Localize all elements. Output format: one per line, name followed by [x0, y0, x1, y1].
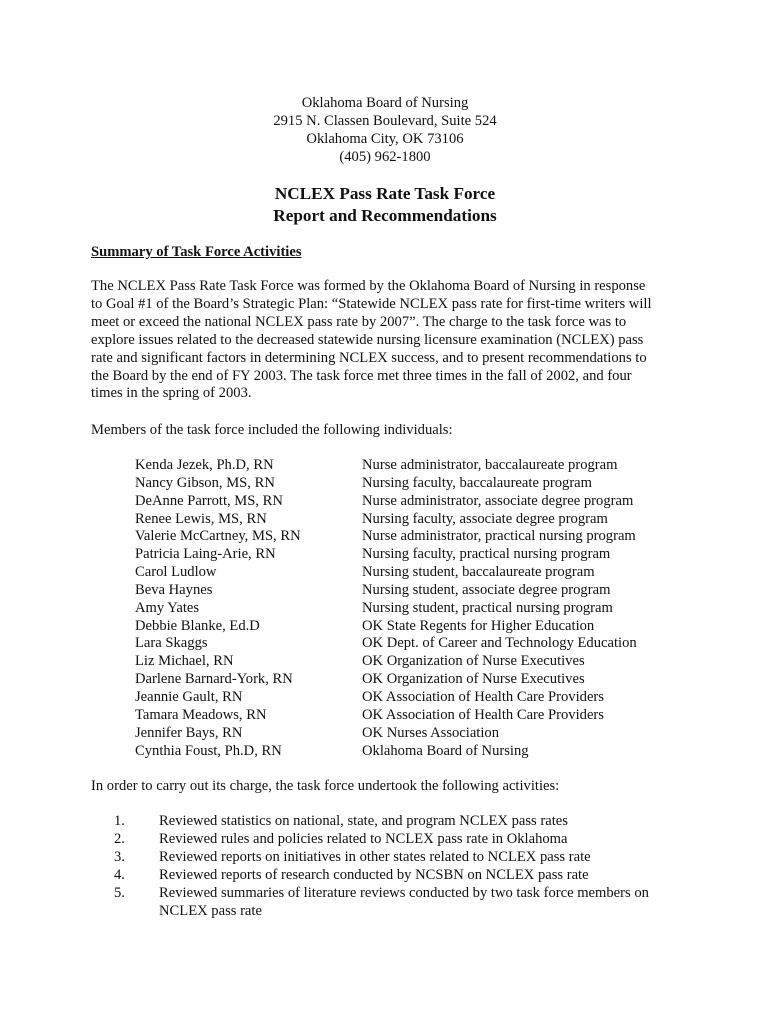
activity-text-line: NCLEX pass rate [159, 902, 262, 919]
member-role: OK Association of Health Care Providers [362, 706, 604, 723]
member-name: Valerie McCartney, MS, RN [135, 528, 301, 545]
member-name: DeAnne Parrott, MS, RN [135, 492, 283, 509]
title-line-1: NCLEX Pass Rate Task Force [274, 184, 496, 203]
member-row [135, 528, 695, 546]
address-line-2: Oklahoma City, OK 73106 [306, 131, 464, 147]
member-name: Beva Haynes [135, 581, 213, 598]
member-role: Nurse administrator, baccalaureate program [362, 457, 618, 473]
letterhead [0, 94, 770, 166]
paragraph-line: rate and significant factors in determining NCLEX success, and to present recommendations to [91, 349, 647, 366]
activity-item [114, 831, 694, 849]
member-name: Lara Skaggs [135, 635, 208, 652]
member-role: Nurse administrator, practical nursing program [362, 528, 636, 545]
title-line-2: Report and Recommendations [273, 206, 497, 225]
member-role: OK State Regents for Higher Education [362, 617, 595, 634]
activity-text: Reviewed reports of research conducted by NCSBN on NCLEX pass rate [159, 866, 589, 883]
member-name: Cynthia Foust, Ph.D, RN [135, 742, 282, 759]
member-row [135, 511, 695, 529]
member-role: Nursing faculty, practical nursing program [362, 546, 611, 563]
member-row [135, 725, 695, 743]
member-row [135, 564, 695, 582]
member-role: Nursing faculty, baccalaureate program [362, 474, 593, 491]
member-row [135, 546, 695, 564]
organization-name: Oklahoma Board of Nursing [301, 95, 469, 111]
activity-number: 2. [114, 830, 125, 847]
member-row [135, 689, 695, 707]
paragraph-line: the Board by the end of FY 2003. The task force met three times in the fall of 2002, and four [91, 367, 632, 384]
activity-item [114, 867, 694, 885]
activities-intro: In order to carry out its charge, the task force undertook the following activities: [91, 778, 560, 794]
member-row [135, 493, 695, 511]
member-row [135, 743, 695, 761]
member-row [135, 671, 695, 689]
member-row [135, 600, 695, 618]
member-role: OK Dept. of Career and Technology Education [362, 635, 637, 652]
member-role: OK Nurses Association [362, 724, 500, 741]
activities-list [114, 813, 694, 920]
activity-text: Reviewed reports on initiatives in other states related to NCLEX pass rate [159, 848, 591, 865]
member-name: Jeannie Gault, RN [135, 688, 243, 705]
activity-text [159, 885, 694, 921]
member-role: OK Organization of Nurse Executives [362, 653, 585, 670]
activity-number: 1. [114, 813, 125, 829]
paragraph-line: The NCLEX Pass Rate Task Force was formed by the Oklahoma Board of Nursing in response [91, 278, 646, 294]
member-row [135, 582, 695, 600]
member-name: Renee Lewis, MS, RN [135, 510, 267, 527]
member-name: Darlene Barnard-York, RN [135, 671, 293, 688]
member-role: Oklahoma Board of Nursing [362, 742, 529, 759]
activity-item [114, 885, 694, 921]
member-name: Tamara Meadows, RN [135, 706, 267, 723]
summary-paragraph [91, 278, 691, 403]
member-role: Nursing faculty, associate degree program [362, 510, 608, 527]
member-row [135, 475, 695, 493]
member-name: Amy Yates [135, 599, 200, 616]
activity-text: Reviewed rules and policies related to NCLEX pass rate in Oklahoma [159, 830, 568, 847]
member-name: Jennifer Bays, RN [135, 724, 243, 741]
member-role: Nursing student, baccalaureate program [362, 564, 595, 581]
summary-heading: Summary of Task Force Activities [91, 244, 302, 260]
member-role: Nurse administrator, associate degree program [362, 492, 634, 509]
member-role: OK Organization of Nurse Executives [362, 671, 585, 688]
members-list [135, 457, 695, 760]
member-row [135, 618, 695, 636]
member-name: Carol Ludlow [135, 564, 217, 581]
member-name: Patricia Laing-Arie, RN [135, 546, 276, 563]
member-name: Liz Michael, RN [135, 653, 234, 670]
member-role: OK Association of Health Care Providers [362, 688, 604, 705]
address-line-1: 2915 N. Classen Boulevard, Suite 524 [273, 113, 497, 129]
member-name: Nancy Gibson, MS, RN [135, 474, 275, 491]
paragraph-line: times in the spring of 2003. [91, 385, 252, 402]
member-row [135, 635, 695, 653]
paragraph-line: meet or exceed the national NCLEX pass rate by 2007”. The charge to the task force was to [91, 313, 627, 330]
activity-item [114, 813, 694, 831]
activity-number: 3. [114, 848, 125, 865]
members-intro: Members of the task force included the following individuals: [91, 422, 453, 438]
member-name: Debbie Blanke, Ed.D [135, 617, 260, 634]
paragraph-line: to Goal #1 of the Board’s Strategic Plan: “Statewide NCLEX pass rate for first-time writers will [91, 295, 652, 312]
member-role: Nursing student, associate degree program [362, 581, 611, 598]
activity-number: 4. [114, 866, 125, 883]
phone-number: (405) 962-1800 [339, 149, 431, 165]
activity-number: 5. [114, 884, 125, 901]
paragraph-line: explore issues related to the decreased statewide nursing licensure examination (NCLEX) pass [91, 331, 644, 348]
member-role: Nursing student, practical nursing program [362, 599, 613, 616]
activity-text: Reviewed statistics on national, state, and program NCLEX pass rates [159, 813, 568, 829]
document-title [0, 183, 770, 227]
member-row [135, 653, 695, 671]
member-row [135, 707, 695, 725]
activity-text-line: Reviewed summaries of literature reviews conducted by two task force members on [159, 884, 649, 901]
activity-item [114, 849, 694, 867]
member-name: Kenda Jezek, Ph.D, RN [135, 457, 274, 473]
member-row [135, 457, 695, 475]
